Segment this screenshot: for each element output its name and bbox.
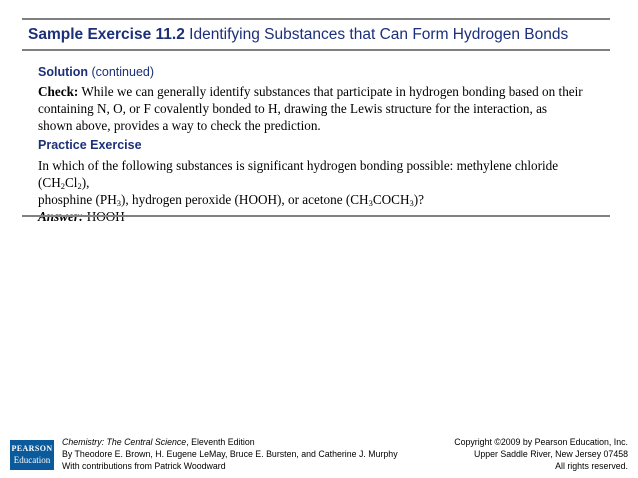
footer-address: Upper Saddle River, New Jersey 07458 xyxy=(473,449,628,459)
q-text-7: )? xyxy=(413,192,424,207)
footer-contributions: With contributions from Patrick Woodward xyxy=(62,461,226,471)
check-paragraph xyxy=(38,83,583,134)
q-sub-4: 3 xyxy=(368,198,373,208)
logo-line-1: PEARSON xyxy=(11,444,53,453)
solution-heading xyxy=(38,65,154,79)
footer-copyright-info xyxy=(454,436,628,472)
footer-title-line xyxy=(62,436,398,448)
q-text-4: phosphine (PH xyxy=(38,192,117,207)
footer-book-edition: , Eleventh Edition xyxy=(186,437,255,447)
footer-copyright: Copyright ©2009 by Pearson Education, Inc. xyxy=(454,437,628,447)
q-text-3: ), xyxy=(81,175,90,190)
footer xyxy=(0,430,638,478)
title-text: Identifying Substances that Can Form Hydrogen Bonds xyxy=(189,26,569,43)
title-rule xyxy=(22,49,610,51)
footer-authors: By Theodore E. Brown, H. Eugene LeMay, Bruce E. Bursten, and Catherine J. Murphy xyxy=(62,449,398,459)
q-sub-1: 2 xyxy=(60,181,65,191)
page-title xyxy=(28,26,628,44)
q-sub-2: 2 xyxy=(77,181,82,191)
q-text-6: COCH xyxy=(372,192,410,207)
solution-note: (continued) xyxy=(91,65,155,79)
top-rule xyxy=(22,18,610,20)
logo-line-2: Education xyxy=(13,455,51,465)
practice-label: Practice Exercise xyxy=(38,138,142,152)
title-exercise-number: Sample Exercise 11.2 xyxy=(28,26,185,43)
footer-rights: All rights reserved. xyxy=(555,461,628,471)
q-sub-3: 3 xyxy=(116,198,122,208)
footer-book-title: Chemistry: The Central Science xyxy=(62,437,187,447)
bottom-rule xyxy=(22,215,610,217)
pearson-logo xyxy=(10,440,54,470)
footer-book-info xyxy=(62,436,398,472)
q-sub-5: 3 xyxy=(409,198,414,208)
practice-heading xyxy=(38,138,142,152)
q-text-5: ), hydrogen peroxide (HOOH), or acetone (CH xyxy=(121,192,369,207)
check-text: While we can generally identify substances that participate in hydrogen bonding based on their containing N, O, or F covalently bonded to H, drawing the Lewis structure for the interaction, as shown above, provides a way to check the prediction. xyxy=(38,84,583,133)
q-text-2: Cl xyxy=(64,175,78,190)
check-label: Check: xyxy=(38,84,79,99)
q-text-1: In which of the following substances is significant hydrogen bonding possible: methylene chloride (CH xyxy=(38,158,559,190)
solution-label: Solution xyxy=(38,65,88,79)
